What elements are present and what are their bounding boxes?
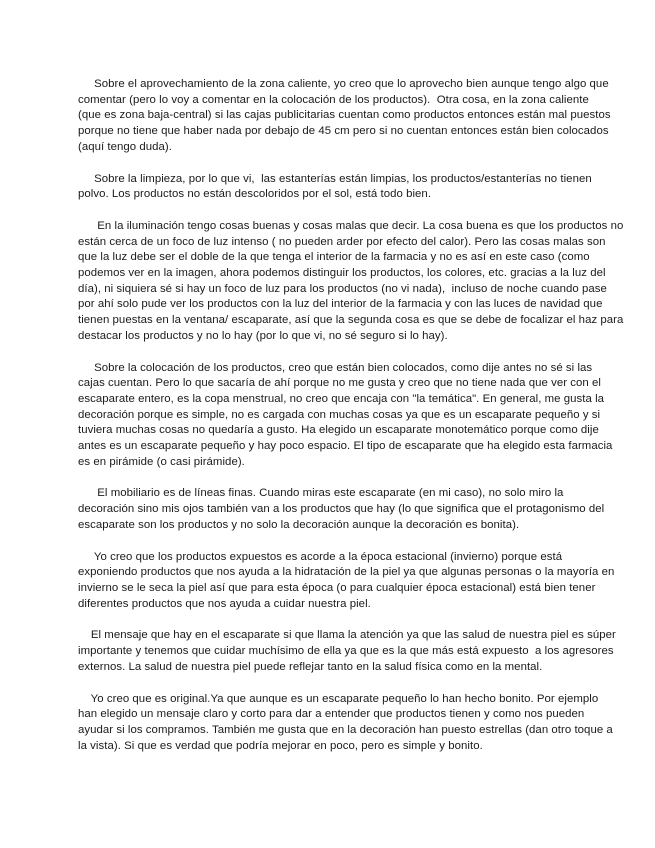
paragraph [78,692,613,755]
text-line: por ahí solo pude ver los productos con la luz del interior de la farmacia y con las luces de navidad que [78,298,603,311]
text-line: porque no tiene que haber nada por debajo de 45 cm pero si no cuentan entonces están bien colocados [78,125,609,138]
document-body [78,77,624,770]
text-line: exponiendo productos que nos ayuda a la hidratación de la piel ya que algunas personas o la mayoría en [78,566,615,579]
text-line: externos. La salud de nuestra piel puede reflejar tanto en la salud física como en la mental. [78,660,543,673]
text-line: podemos ver en la imagen, ahora podemos distinguir los productos, los colores, etc. gracias a la luz del [78,267,606,280]
text-line: destacar los productos y no lo hay (por lo que vi, no sé seguro si lo hay). [78,329,448,342]
text-line: han elegido un mensaje claro y corto para dar a entender que productos tienen y como nos pueden [78,708,585,721]
paragraph [78,628,616,675]
text-line: antes es un escaparate pequeño y hay poco espacio. El tipo de escaparate que ha elegido esta farmacia [78,440,613,453]
text-line: Yo creo que es original.Ya que aunque es un escaparate pequeño lo han hecho bonito. Por ejemplo [78,692,599,705]
paragraph [78,219,624,345]
text-line: la vista). Si que es verdad que podría mejorar en poco, pero es simple y bonito. [78,739,483,752]
text-line: comentar (pero lo voy a comentar en la colocación de los productos). Otra cosa, en la zona caliente [78,93,589,106]
text-line: tienen puestas en la ventana/ escaparate, así que la segunda cosa es que se debe de focalizar el haz para [78,314,624,327]
paragraph [78,172,592,203]
text-line: escaparate son los productos y no solo la decoración aunque la decoración es bonita). [78,518,520,531]
text-line: Sobre el aprovechamiento de la zona caliente, yo creo que lo aprovecho bien aunque tengo algo que [78,78,609,90]
text-line: tuviera muchas cosas no quedaría a gusto. Ha elegido un escaparate monotemático porque como dije [78,424,599,437]
text-line: diferentes productos que nos ayuda a cuidar nuestra piel. [78,597,371,610]
text-line: (aquí tengo duda). [78,140,172,153]
text-line: Sobre la colocación de los productos, creo que están bien colocados, como dije antes no sé si las [78,361,593,374]
text-line: importante y tenemos que cuidar muchísimo de ella ya que es la que más está expuesto a los agresores [78,645,614,658]
paragraph [78,486,605,533]
text-line: ayudar si los compramos. También me gusta que en la decoración han puesto estrellas (dan otro toque a [78,723,613,736]
text-line: invierno se le seca la piel así que para esta época (o para cualquier época estacional) está bien tener [78,581,596,594]
text-line: cajas cuentan. Pero lo que sacaría de ahí porque no me gusta y creo que no tiene nada que ver con el [78,377,601,390]
text-line: Sobre la limpieza, por lo que vi, las estanterías están limpias, los productos/estanterías no tienen [78,172,592,185]
paragraph [78,361,613,471]
text-line: Yo creo que los productos expuestos es acorde a la época estacional (invierno) porque está [78,550,563,563]
text-line: escaparate entero, es la copa menstrual, no creo que encaja con "la temática". En general, me gusta la [78,392,605,405]
paragraph [78,77,611,156]
text-line: están cerca de un foco de luz intenso ( no pueden arder por efecto del calor). Pero las cosas malas son [78,235,606,248]
text-line: día), ni siquiera sé si hay un foco de luz para los productos (no vi nada), incluso de noche cuando pase [78,282,607,295]
text-line: polvo. Los productos no están descoloridos por el sol, está todo bien. [78,188,432,201]
text-line: es en pirámide (o casi pirámide). [78,455,245,468]
text-line: que la luz debe ser el doble de la que tenga el interior de la farmacia y no es así en este caso (como [78,251,590,264]
text-line: El mobiliario es de líneas finas. Cuando miras este escaparate (en mi caso), no solo miro la [78,487,564,500]
text-line: decoración sino mis ojos también van a los productos que hay (lo que significa que el protagonismo del [78,503,605,516]
text-line: decoración porque es simple, no es cargada con muchas cosas ya que es un escaparate pequeño y si [78,408,601,421]
text-line: En la iluminación tengo cosas buenas y cosas malas que decir. La cosa buena es que los productos no [78,219,624,232]
text-line: (que es zona baja-central) si las cajas publicitarias cuentan como productos entonces están mal puestos [78,109,611,122]
text-line: El mensaje que hay en el escaparate si que llama la atención ya que las salud de nuestra piel es súper [78,629,616,642]
paragraph [78,550,615,613]
